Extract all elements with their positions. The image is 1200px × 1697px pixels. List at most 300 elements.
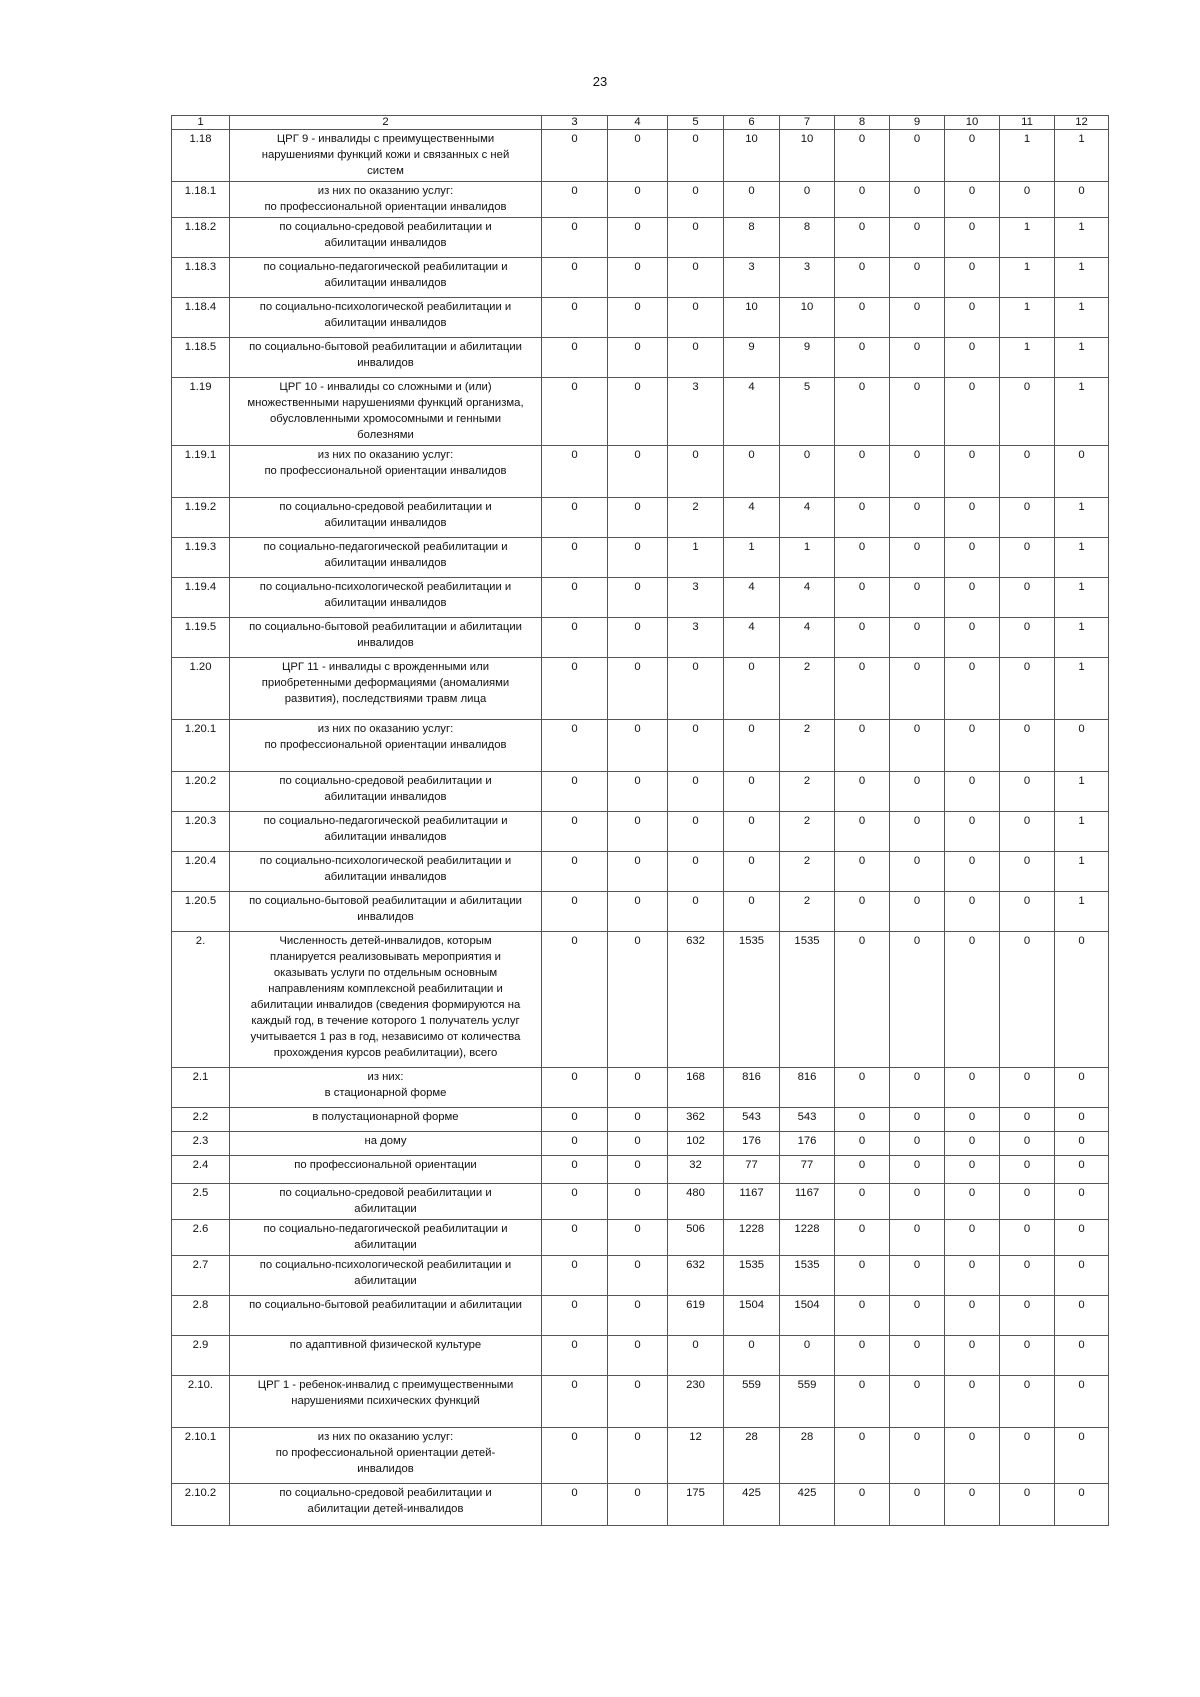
- value-cell: 0: [945, 852, 1000, 892]
- value-cell: 175: [668, 1484, 724, 1526]
- value-cell: 0: [1000, 1296, 1055, 1336]
- value-cell: 0: [1000, 1068, 1055, 1108]
- value-cell: 1: [1055, 378, 1109, 446]
- value-cell: 0: [945, 1068, 1000, 1108]
- value-cell: 0: [835, 1184, 890, 1220]
- column-header: 3: [542, 116, 608, 130]
- value-cell: 0: [890, 1484, 945, 1526]
- value-cell: 0: [1055, 446, 1109, 498]
- value-cell: 0: [1000, 1336, 1055, 1376]
- description-line: на дому: [364, 1135, 407, 1147]
- value-cell: 0: [1055, 1156, 1109, 1184]
- value-cell: 0: [945, 1256, 1000, 1296]
- description-line: в полустационарной форме: [312, 1111, 459, 1123]
- value-cell: 28: [780, 1428, 835, 1484]
- table-row: [172, 578, 1109, 618]
- value-cell: 0: [724, 852, 780, 892]
- row-number: 2.: [172, 932, 230, 1068]
- value-cell: 0: [1055, 1068, 1109, 1108]
- table-row: [172, 378, 1109, 446]
- value-cell: 1: [1055, 892, 1109, 932]
- value-cell: 0: [608, 892, 668, 932]
- table-row: [172, 720, 1109, 772]
- value-cell: 176: [724, 1132, 780, 1156]
- value-cell: 0: [608, 1184, 668, 1220]
- value-cell: 4: [780, 618, 835, 658]
- value-cell: 0: [668, 1336, 724, 1376]
- value-cell: 425: [780, 1484, 835, 1526]
- row-number: 1.20.5: [172, 892, 230, 932]
- value-cell: 0: [835, 1156, 890, 1184]
- value-cell: 0: [890, 298, 945, 338]
- row-description: [230, 1068, 542, 1108]
- value-cell: 0: [945, 1376, 1000, 1428]
- row-number: 1.18.4: [172, 298, 230, 338]
- value-cell: 3: [668, 618, 724, 658]
- description-line: в стационарной форме: [324, 1087, 447, 1099]
- table-row: [172, 1108, 1109, 1132]
- description-line: Численность детей-инвалидов, которым: [279, 935, 492, 947]
- value-cell: 1167: [780, 1184, 835, 1220]
- value-cell: 1: [780, 538, 835, 578]
- value-cell: 1: [1055, 338, 1109, 378]
- description-line: по социально-психологической реабилитации и: [259, 581, 512, 593]
- column-header: 6: [724, 116, 780, 130]
- value-cell: 1: [668, 538, 724, 578]
- value-cell: 0: [668, 852, 724, 892]
- table-row: [172, 1428, 1109, 1484]
- value-cell: 0: [542, 578, 608, 618]
- row-description: [230, 932, 542, 1068]
- value-cell: 0: [890, 1296, 945, 1336]
- value-cell: 0: [668, 130, 724, 182]
- table-row: [172, 446, 1109, 498]
- description-line: по профессиональной ориентации инвалидов: [264, 201, 507, 213]
- value-cell: 0: [1000, 892, 1055, 932]
- row-description: [230, 1132, 542, 1156]
- row-number: 2.2: [172, 1108, 230, 1132]
- row-number: 1.18.2: [172, 218, 230, 258]
- row-description: [230, 1256, 542, 1296]
- value-cell: 0: [835, 298, 890, 338]
- value-cell: 0: [945, 130, 1000, 182]
- value-cell: 0: [1055, 1108, 1109, 1132]
- value-cell: 1: [1055, 772, 1109, 812]
- row-description: [230, 498, 542, 538]
- description-line: по социально-педагогической реабилитации и: [263, 815, 508, 827]
- value-cell: 0: [542, 338, 608, 378]
- table-row: [172, 1220, 1109, 1256]
- value-cell: 0: [945, 1296, 1000, 1336]
- row-number: 2.6: [172, 1220, 230, 1256]
- value-cell: 1: [1000, 338, 1055, 378]
- value-cell: 0: [724, 772, 780, 812]
- value-cell: 0: [835, 130, 890, 182]
- value-cell: 0: [608, 298, 668, 338]
- value-cell: 0: [780, 446, 835, 498]
- value-cell: 0: [890, 1220, 945, 1256]
- value-cell: 0: [542, 812, 608, 852]
- description-line: систем: [367, 165, 404, 177]
- value-cell: 0: [835, 258, 890, 298]
- table-row: [172, 1296, 1109, 1336]
- value-cell: 0: [945, 1336, 1000, 1376]
- value-cell: 0: [608, 538, 668, 578]
- value-cell: 0: [608, 1296, 668, 1336]
- description-line: ЦРГ 1 - ребенок-инвалид с преимущественными: [257, 1379, 514, 1391]
- value-cell: 32: [668, 1156, 724, 1184]
- value-cell: 0: [835, 1428, 890, 1484]
- row-number: 2.7: [172, 1256, 230, 1296]
- value-cell: 3: [668, 578, 724, 618]
- header-row: [172, 116, 1109, 130]
- row-description: [230, 658, 542, 720]
- value-cell: 0: [945, 446, 1000, 498]
- value-cell: 0: [668, 772, 724, 812]
- description-line: по профессиональной ориентации: [294, 1159, 477, 1171]
- value-cell: 8: [780, 218, 835, 258]
- table-row: [172, 852, 1109, 892]
- value-cell: 2: [780, 812, 835, 852]
- table-row: [172, 1376, 1109, 1428]
- value-cell: 0: [835, 446, 890, 498]
- value-cell: 0: [890, 1068, 945, 1108]
- value-cell: 1: [1055, 578, 1109, 618]
- value-cell: 1: [1055, 538, 1109, 578]
- description-line: абилитации инвалидов: [324, 517, 447, 529]
- row-description: [230, 258, 542, 298]
- value-cell: 0: [1000, 1108, 1055, 1132]
- value-cell: 1: [1055, 658, 1109, 720]
- row-number: 2.1: [172, 1068, 230, 1108]
- value-cell: 816: [724, 1068, 780, 1108]
- value-cell: 0: [890, 1256, 945, 1296]
- description-line: ЦРГ 10 - инвалиды со сложными и (или): [279, 381, 492, 393]
- row-number: 1.19.3: [172, 538, 230, 578]
- row-number: 1.20.4: [172, 852, 230, 892]
- value-cell: 0: [668, 720, 724, 772]
- value-cell: 0: [1000, 1220, 1055, 1256]
- description-line: абилитации инвалидов: [324, 791, 447, 803]
- value-cell: 2: [780, 720, 835, 772]
- value-cell: 0: [1055, 1484, 1109, 1526]
- value-cell: 0: [542, 498, 608, 538]
- description-line: планируется реализовывать мероприятия и: [270, 951, 501, 963]
- description-line: из них по оказанию услуг:: [317, 723, 454, 735]
- value-cell: 0: [608, 446, 668, 498]
- value-cell: 1: [724, 538, 780, 578]
- value-cell: 0: [835, 182, 890, 218]
- value-cell: 0: [668, 298, 724, 338]
- value-cell: 2: [780, 658, 835, 720]
- value-cell: 5: [780, 378, 835, 446]
- value-cell: 0: [945, 578, 1000, 618]
- value-cell: 0: [542, 1132, 608, 1156]
- description-line: каждый год, в течение которого 1 получатель услуг: [251, 1015, 520, 1027]
- value-cell: 0: [542, 932, 608, 1068]
- value-cell: 0: [542, 298, 608, 338]
- value-cell: 0: [835, 658, 890, 720]
- row-description: [230, 618, 542, 658]
- value-cell: 0: [668, 258, 724, 298]
- value-cell: 0: [890, 258, 945, 298]
- value-cell: 0: [945, 538, 1000, 578]
- row-description: [230, 852, 542, 892]
- value-cell: 0: [890, 852, 945, 892]
- description-line: нарушениями психических функций: [291, 1395, 480, 1407]
- row-number: 2.4: [172, 1156, 230, 1184]
- description-line: абилитации инвалидов: [324, 831, 447, 843]
- value-cell: 0: [835, 1068, 890, 1108]
- column-header: 12: [1055, 116, 1109, 130]
- value-cell: 10: [780, 130, 835, 182]
- value-cell: 0: [835, 1256, 890, 1296]
- value-cell: 0: [1055, 1132, 1109, 1156]
- value-cell: 0: [890, 1336, 945, 1376]
- column-header: 1: [172, 116, 230, 130]
- value-cell: 0: [608, 852, 668, 892]
- value-cell: 0: [1055, 1256, 1109, 1296]
- row-number: 1.18.1: [172, 182, 230, 218]
- value-cell: 559: [724, 1376, 780, 1428]
- value-cell: 1535: [780, 1256, 835, 1296]
- value-cell: 0: [542, 658, 608, 720]
- value-cell: 0: [542, 446, 608, 498]
- value-cell: 1: [1055, 812, 1109, 852]
- value-cell: 77: [780, 1156, 835, 1184]
- column-header: 9: [890, 116, 945, 130]
- value-cell: 0: [608, 130, 668, 182]
- value-cell: 0: [945, 378, 1000, 446]
- description-line: абилитации: [354, 1239, 417, 1251]
- description-line: по социально-бытовой реабилитации и абилитации: [249, 895, 522, 907]
- row-number: 2.10.1: [172, 1428, 230, 1484]
- value-cell: 0: [890, 812, 945, 852]
- page-number: 23: [592, 74, 608, 89]
- description-line: из них по оказанию услуг:: [317, 1431, 454, 1443]
- value-cell: 0: [835, 578, 890, 618]
- row-description: [230, 1108, 542, 1132]
- value-cell: 0: [724, 812, 780, 852]
- value-cell: 1: [1000, 258, 1055, 298]
- description-line: по социально-педагогической реабилитации и: [263, 1223, 508, 1235]
- description-line: по социально-психологической реабилитации и: [259, 301, 512, 313]
- table-row: [172, 338, 1109, 378]
- value-cell: 0: [835, 1376, 890, 1428]
- value-cell: 0: [945, 1156, 1000, 1184]
- value-cell: 0: [608, 618, 668, 658]
- row-number: 1.18.5: [172, 338, 230, 378]
- column-header: 7: [780, 116, 835, 130]
- value-cell: 0: [945, 218, 1000, 258]
- row-number: 1.19: [172, 378, 230, 446]
- value-cell: 0: [945, 182, 1000, 218]
- description-line: абилитации инвалидов: [324, 277, 447, 289]
- description-line: ЦРГ 9 - инвалиды с преимущественными: [276, 133, 495, 145]
- value-cell: 0: [1000, 1156, 1055, 1184]
- value-cell: 0: [1000, 378, 1055, 446]
- value-cell: 0: [1000, 446, 1055, 498]
- value-cell: 0: [668, 446, 724, 498]
- value-cell: 0: [890, 1108, 945, 1132]
- description-line: по социально-бытовой реабилитации и абилитации: [249, 341, 522, 353]
- column-header: 11: [1000, 116, 1055, 130]
- value-cell: 0: [1055, 1184, 1109, 1220]
- value-cell: 230: [668, 1376, 724, 1428]
- value-cell: 0: [945, 1184, 1000, 1220]
- description-line: болезнями: [357, 429, 414, 441]
- value-cell: 0: [724, 1336, 780, 1376]
- table-row: [172, 538, 1109, 578]
- value-cell: 0: [1000, 1484, 1055, 1526]
- value-cell: 0: [542, 1484, 608, 1526]
- value-cell: 0: [608, 932, 668, 1068]
- value-cell: 0: [835, 1296, 890, 1336]
- description-line: множественными нарушениями функций организма,: [247, 397, 524, 409]
- table-row: [172, 1068, 1109, 1108]
- description-line: по социально-средовой реабилитации и: [279, 775, 492, 787]
- value-cell: 0: [542, 852, 608, 892]
- value-cell: 0: [890, 658, 945, 720]
- description-line: из них:: [367, 1071, 404, 1083]
- value-cell: 0: [835, 852, 890, 892]
- value-cell: 0: [835, 538, 890, 578]
- value-cell: 0: [542, 1256, 608, 1296]
- value-cell: 543: [724, 1108, 780, 1132]
- row-description: [230, 1184, 542, 1220]
- value-cell: 0: [542, 1108, 608, 1132]
- value-cell: 1: [1000, 298, 1055, 338]
- value-cell: 0: [608, 378, 668, 446]
- value-cell: 0: [890, 578, 945, 618]
- value-cell: 4: [780, 578, 835, 618]
- value-cell: 0: [835, 720, 890, 772]
- value-cell: 0: [608, 1336, 668, 1376]
- value-cell: 0: [945, 772, 1000, 812]
- description-line: по социально-психологической реабилитации и: [259, 855, 512, 867]
- value-cell: 168: [668, 1068, 724, 1108]
- value-cell: 0: [945, 258, 1000, 298]
- description-line: нарушениями функций кожи и связанных с ней: [261, 149, 510, 161]
- value-cell: 0: [668, 892, 724, 932]
- description-line: по профессиональной ориентации детей-: [275, 1447, 496, 1459]
- value-cell: 0: [542, 1220, 608, 1256]
- row-number: 2.3: [172, 1132, 230, 1156]
- value-cell: 559: [780, 1376, 835, 1428]
- description-line: абилитации: [354, 1203, 417, 1215]
- row-description: [230, 182, 542, 218]
- description-line: по социально-педагогической реабилитации и: [263, 261, 508, 273]
- row-number: 2.9: [172, 1336, 230, 1376]
- value-cell: 0: [835, 618, 890, 658]
- value-cell: 2: [780, 852, 835, 892]
- value-cell: 0: [542, 720, 608, 772]
- value-cell: 0: [668, 812, 724, 852]
- value-cell: 0: [835, 812, 890, 852]
- value-cell: 0: [1055, 720, 1109, 772]
- value-cell: 0: [945, 812, 1000, 852]
- value-cell: 0: [890, 1132, 945, 1156]
- value-cell: 0: [835, 378, 890, 446]
- value-cell: 0: [890, 182, 945, 218]
- row-description: [230, 1296, 542, 1336]
- description-line: учитывается 1 раз в год, независимо от количества: [250, 1031, 521, 1043]
- description-line: абилитации инвалидов: [324, 237, 447, 249]
- description-line: развития), последствиями травм лица: [284, 693, 487, 705]
- row-number: 1.19.5: [172, 618, 230, 658]
- row-description: [230, 892, 542, 932]
- table-row: [172, 1132, 1109, 1156]
- row-number: 1.20: [172, 658, 230, 720]
- row-number: 1.18.3: [172, 258, 230, 298]
- value-cell: 0: [1055, 1220, 1109, 1256]
- row-description: [230, 218, 542, 258]
- value-cell: 176: [780, 1132, 835, 1156]
- value-cell: 0: [1055, 182, 1109, 218]
- value-cell: 0: [1000, 812, 1055, 852]
- value-cell: 1: [1055, 130, 1109, 182]
- value-cell: 0: [668, 182, 724, 218]
- value-cell: 0: [835, 218, 890, 258]
- row-number: 2.10.2: [172, 1484, 230, 1526]
- value-cell: 0: [608, 1068, 668, 1108]
- value-cell: 0: [1000, 772, 1055, 812]
- value-cell: 506: [668, 1220, 724, 1256]
- value-cell: 0: [608, 218, 668, 258]
- value-cell: 362: [668, 1108, 724, 1132]
- value-cell: 28: [724, 1428, 780, 1484]
- value-cell: 0: [542, 1336, 608, 1376]
- description-line: по социально-средовой реабилитации и: [279, 221, 492, 233]
- value-cell: 0: [1000, 182, 1055, 218]
- value-cell: 0: [608, 1132, 668, 1156]
- table-row: [172, 182, 1109, 218]
- value-cell: 0: [835, 1220, 890, 1256]
- row-number: 1.20.2: [172, 772, 230, 812]
- row-number: 1.19.2: [172, 498, 230, 538]
- value-cell: 0: [890, 1184, 945, 1220]
- value-cell: 0: [945, 1132, 1000, 1156]
- value-cell: 0: [608, 338, 668, 378]
- description-line: по социально-средовой реабилитации и: [279, 1187, 492, 1199]
- value-cell: 0: [668, 658, 724, 720]
- value-cell: 3: [668, 378, 724, 446]
- description-line: инвалидов: [357, 637, 414, 649]
- value-cell: 0: [1000, 658, 1055, 720]
- value-cell: 0: [542, 378, 608, 446]
- description-line: абилитации: [354, 1275, 417, 1287]
- value-cell: 543: [780, 1108, 835, 1132]
- table-row: [172, 932, 1109, 1068]
- row-number: 1.19.1: [172, 446, 230, 498]
- value-cell: 0: [1000, 538, 1055, 578]
- value-cell: 632: [668, 932, 724, 1068]
- value-cell: 0: [835, 932, 890, 1068]
- row-description: [230, 1336, 542, 1376]
- value-cell: 1: [1055, 298, 1109, 338]
- row-description: [230, 1376, 542, 1428]
- value-cell: 0: [724, 892, 780, 932]
- value-cell: 0: [542, 1184, 608, 1220]
- description-line: по профессиональной ориентации инвалидов: [264, 739, 507, 751]
- row-description: [230, 1484, 542, 1526]
- value-cell: 0: [835, 772, 890, 812]
- value-cell: 0: [608, 720, 668, 772]
- value-cell: 0: [668, 338, 724, 378]
- value-cell: 0: [835, 1336, 890, 1376]
- row-description: [230, 298, 542, 338]
- value-cell: 0: [890, 720, 945, 772]
